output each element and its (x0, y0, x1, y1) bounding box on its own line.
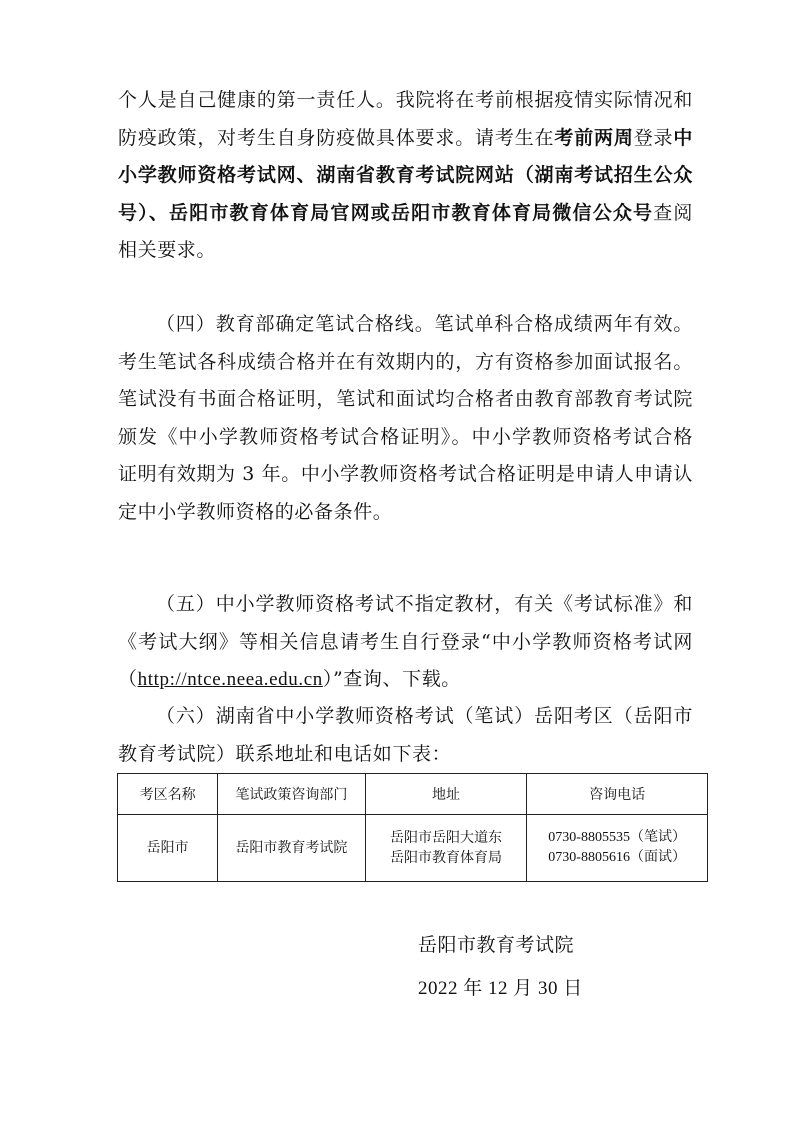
contact-table (117, 773, 708, 882)
p1-text-2: 登录 (633, 126, 674, 149)
paragraph-section-5 (118, 586, 693, 699)
table-header-row (118, 774, 708, 815)
p3-text-1: （五）中小学教师资格考试不指定教材，有关《考试标准》和《考试大纲》等相关信息请考生自行登录“中小学教师资格考试网（ (118, 593, 693, 690)
header-phone: 咨询电话 (527, 774, 708, 815)
p1-bold-websites: 中小学教师资格考试网、湖南省教育考试院网站（湖南考试招生公众号）、岳阳市教育体育局官网或岳阳市教育体育局微信公众号 (118, 126, 693, 224)
cell-area: 岳阳市 (118, 815, 218, 882)
signature-org: 岳阳市教育考试院 (418, 934, 575, 956)
p1-text-3: 查阅相关要求。 (118, 201, 694, 261)
paragraph-section-6: （六）湖南省中小学教师资格考试（笔试）岳阳考区（岳阳市教育考试院）联系地址和电话如下表： (118, 705, 693, 765)
paragraph-section-4: （四）教育部确定笔试合格线。笔试单科合格成绩两年有效。考生笔试各科成绩合格并在有效期内的，方有资格参加面试报名。笔试没有书面合格证明，笔试和面试均合格者由教育部教育考试院颁发《中小学教师资格考试合格证明》。中小学教师资格考试合格证明有效期为 3 年。中小学教师资格考试合格证明是申请人申请认定中小学教师资格的必备条件。 (118, 313, 693, 523)
address-line-2: 岳阳市教育体育局 (389, 850, 502, 866)
p1-bold-two-weeks: 考前两周 (554, 126, 634, 149)
cell-phone (527, 815, 708, 882)
ntce-website-link[interactable]: http://ntce.neea.edu.cn (137, 669, 323, 690)
address-line-1: 岳阳市岳阳大道东 (389, 830, 502, 846)
p3-text-2: ）”查询、下载。 (322, 668, 461, 690)
header-area: 考区名称 (118, 774, 218, 815)
table-row (118, 815, 708, 882)
header-dept: 笔试政策咨询部门 (218, 774, 366, 815)
cell-dept: 岳阳市教育考试院 (218, 815, 366, 882)
header-address: 地址 (365, 774, 527, 815)
phone-interview: 0730-8805616（面试） (548, 850, 686, 865)
cell-address (365, 815, 527, 882)
signature-date: 2022 年 12 月 30 日 (418, 978, 583, 999)
phone-written: 0730-8805535（笔试） (548, 830, 686, 845)
p1-text-1: 个人是自己健康的第一责任人。我院将在考前根据疫情实际情况和防疫政策，对考生自身防疫做具体要求。请考生在 (118, 89, 693, 149)
paragraph-health-responsibility (118, 82, 693, 270)
